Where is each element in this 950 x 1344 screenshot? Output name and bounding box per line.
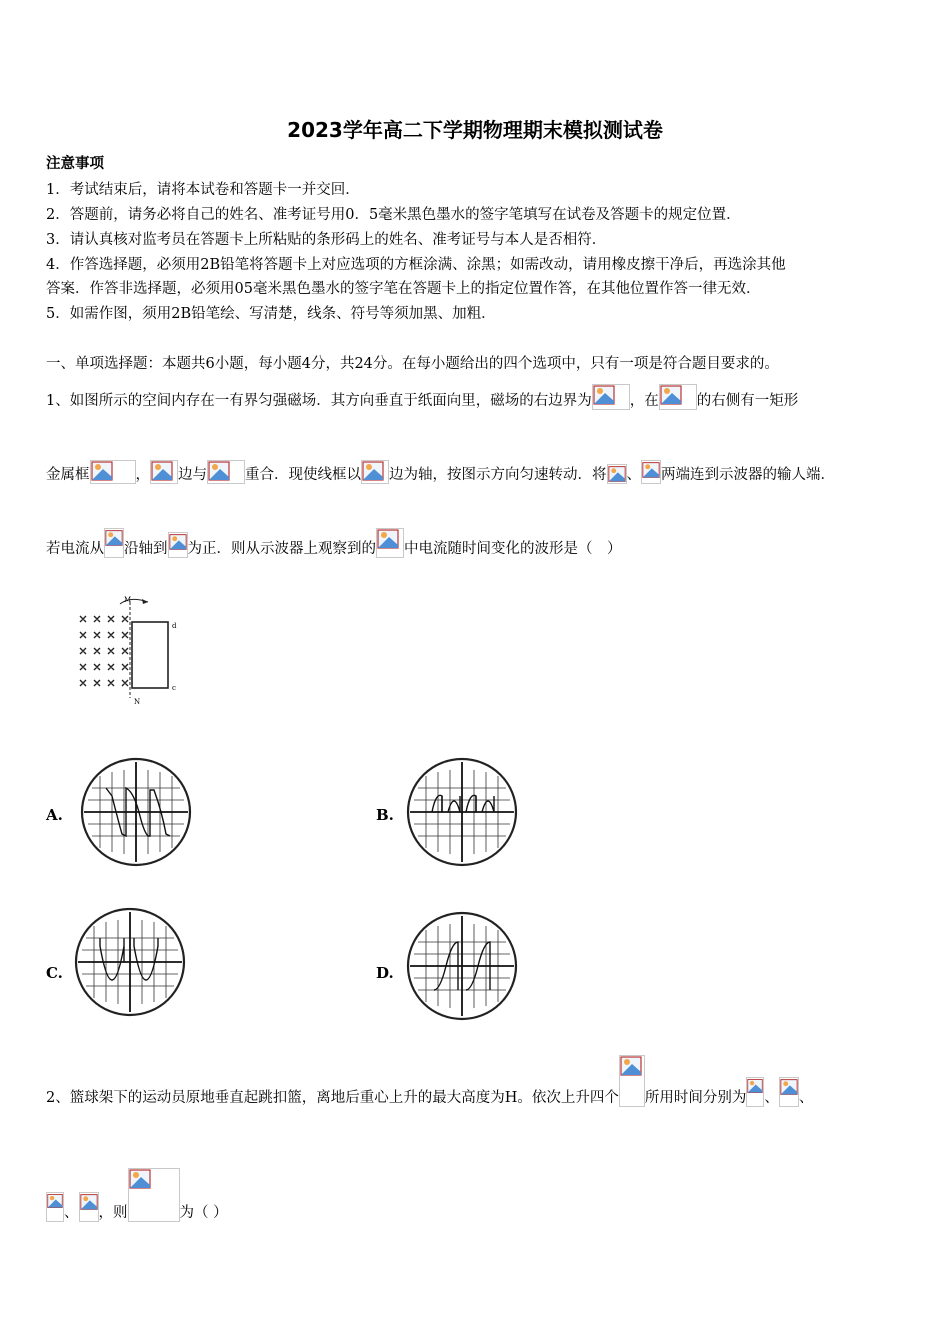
- formula-image-icon: [150, 460, 178, 484]
- question-2-line-2: [46, 1168, 228, 1222]
- formula-image-icon: [361, 460, 389, 484]
- question-text: 为（ ）: [179, 1205, 228, 1221]
- label-d: d: [172, 622, 177, 630]
- question-text: 沿轴到: [124, 541, 168, 557]
- notice-item: 3．请认真核对监考员在答题卡上所粘贴的条形码上的姓名、准考证号与本人是否相符．: [46, 232, 607, 248]
- question-text: 2、篮球架下的运动员原地垂直起跳扣篮，离地后重心上升的最大高度为H。依次上升四个: [46, 1090, 619, 1106]
- formula-image-icon: [607, 464, 627, 484]
- notice-heading: 注意事项: [46, 155, 104, 172]
- question-1-line-2: [46, 448, 835, 484]
- formula-image-icon: [168, 532, 188, 558]
- question-text: 重合．现使线框以: [245, 467, 361, 483]
- question-text: 所用时间分别为: [644, 1090, 747, 1106]
- formula-image-icon: [207, 460, 245, 484]
- formula-image-icon: [376, 528, 404, 558]
- notice-item: 5．如需作图，须用2B铅笔绘、写清楚，线条、符号等须加黑、加粗．: [46, 306, 496, 322]
- option-d-oscilloscope[interactable]: [404, 910, 520, 1026]
- option-a-label[interactable]: A.: [46, 806, 63, 824]
- question-text: 的右侧有一矩形: [696, 393, 799, 409]
- label-c: c: [172, 684, 176, 692]
- option-b-label[interactable]: B.: [376, 806, 394, 824]
- formula-image-icon: [104, 528, 124, 558]
- question-text: 金属框: [46, 467, 90, 483]
- option-d-label[interactable]: D.: [376, 964, 394, 982]
- formula-image-icon: [128, 1168, 180, 1222]
- formula-image-icon: [90, 460, 136, 484]
- notice-item: 2．答题前，请务必将自己的姓名、准考证号用0．5毫米黑色墨水的签字笔填写在试卷及答题卡的规定位置．: [46, 207, 741, 223]
- option-a-oscilloscope[interactable]: [78, 756, 194, 872]
- notice-item: 答案．作答非选择题，必须用05毫米黑色墨水的签字笔在答题卡上的指定位置作答，在其他位置作答一律无效．: [46, 281, 761, 297]
- formula-image-icon: [746, 1077, 764, 1107]
- notice-item: 4．作答选择题，必须用2B铅笔将答题卡上对应选项的方框涂满、涂黑；如需改动，请用橡皮擦干净后，再选涂其他: [46, 257, 786, 273]
- question-text: 、: [626, 467, 641, 483]
- option-b-oscilloscope[interactable]: [404, 756, 520, 872]
- question-text: 为正．则从示波器上观察到的: [187, 541, 376, 557]
- question-text: 边与: [178, 467, 207, 483]
- question-2-line-1: [46, 1055, 813, 1107]
- question-1-line-1: [46, 374, 798, 410]
- formula-image-icon: [659, 384, 697, 410]
- question-text: 中电流随时间变化的波形是（ ）: [404, 541, 622, 557]
- formula-image-icon: [46, 1192, 64, 1222]
- question-text: 1、如图所示的空间内存在一有界匀强磁场．其方向垂直于纸面向里，磁场的右边界为: [46, 393, 592, 409]
- question-1-line-3: [46, 522, 622, 558]
- question-text: 两端连到示波器的输人端．: [661, 467, 835, 483]
- section-heading: 一、单项选择题：本题共6小题，每小题4分，共24分。在每小题给出的四个选项中，只有一项是符合题目要求的。: [46, 356, 779, 372]
- metal-frame: [132, 622, 168, 688]
- formula-image-icon: [592, 384, 630, 410]
- formula-image-icon: [79, 1192, 99, 1222]
- option-c-label[interactable]: C.: [46, 964, 63, 982]
- field-crosses: [80, 616, 128, 686]
- question-text: ，在: [629, 393, 659, 409]
- label-bottom: N: [134, 698, 141, 706]
- question-text: 边为轴，按图示方向匀速转动．将: [389, 467, 607, 483]
- question-text: 、: [64, 1205, 79, 1221]
- label-top: M: [124, 596, 132, 604]
- question-text: 、: [798, 1090, 814, 1106]
- page-title: 2023学年高二下学期物理期末模拟测试卷: [287, 118, 663, 142]
- notice-item: 1．考试结束后，请将本试卷和答题卡一并交回．: [46, 182, 360, 198]
- question-text: 若电流从: [46, 541, 104, 557]
- question-text: ，则: [98, 1205, 128, 1221]
- formula-image-icon: [641, 460, 661, 484]
- formula-image-icon: [619, 1055, 645, 1107]
- option-c-oscilloscope[interactable]: [72, 906, 188, 1022]
- question-text: ，: [135, 467, 150, 483]
- question-text: 、: [764, 1090, 779, 1106]
- magnetic-field-figure: [72, 592, 192, 716]
- formula-image-icon: [779, 1077, 799, 1107]
